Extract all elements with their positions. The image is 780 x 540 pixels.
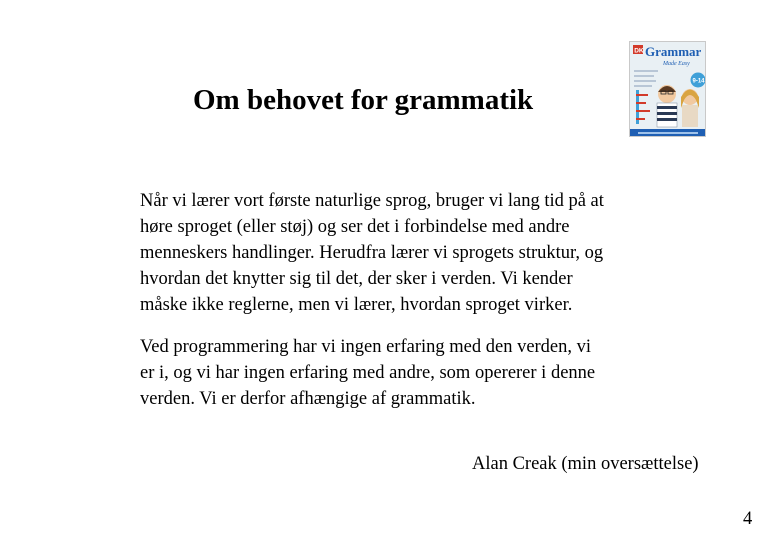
paragraph-line: Når vi lærer vort første naturlige sprog, bruger vi lang tid på at — [140, 191, 604, 211]
cover-brand: DK — [634, 47, 644, 55]
paragraph-line: menneskers handlinger. Herudfra lærer vi sprogets struktur, og — [140, 243, 604, 263]
paragraph-line: Ved programmering har vi ingen erfaring med den verden, vi — [140, 337, 592, 357]
quote-attribution: Alan Creak (min oversættelse) — [472, 454, 699, 474]
paragraph-line: hvordan det knytter sig til det, der sker i verden. Vi kender — [140, 269, 573, 289]
cover-age-badge: 9-14 — [692, 78, 705, 85]
paragraph-line: er i, og vi har ingen erfaring med andre, som opererer i denne — [140, 363, 596, 383]
book-cover-illustration — [630, 42, 706, 137]
cover-subtitle: Made Easy — [663, 61, 690, 67]
paragraph-line: måske ikke reglerne, men vi lærer, hvordan sproget virker. — [140, 295, 573, 315]
paragraph-line: verden. Vi er derfor afhængige af grammatik. — [140, 389, 476, 409]
page-number: 4 — [743, 509, 753, 529]
book-cover-image — [629, 41, 706, 137]
cover-title: Grammar — [645, 44, 702, 59]
paragraph-2 — [140, 334, 680, 412]
paragraph-line: høre sproget (eller støj) og ser det i forbindelse med andre — [140, 217, 570, 237]
slide-title: Om behovet for grammatik — [193, 84, 534, 116]
paragraph-1 — [140, 188, 680, 318]
